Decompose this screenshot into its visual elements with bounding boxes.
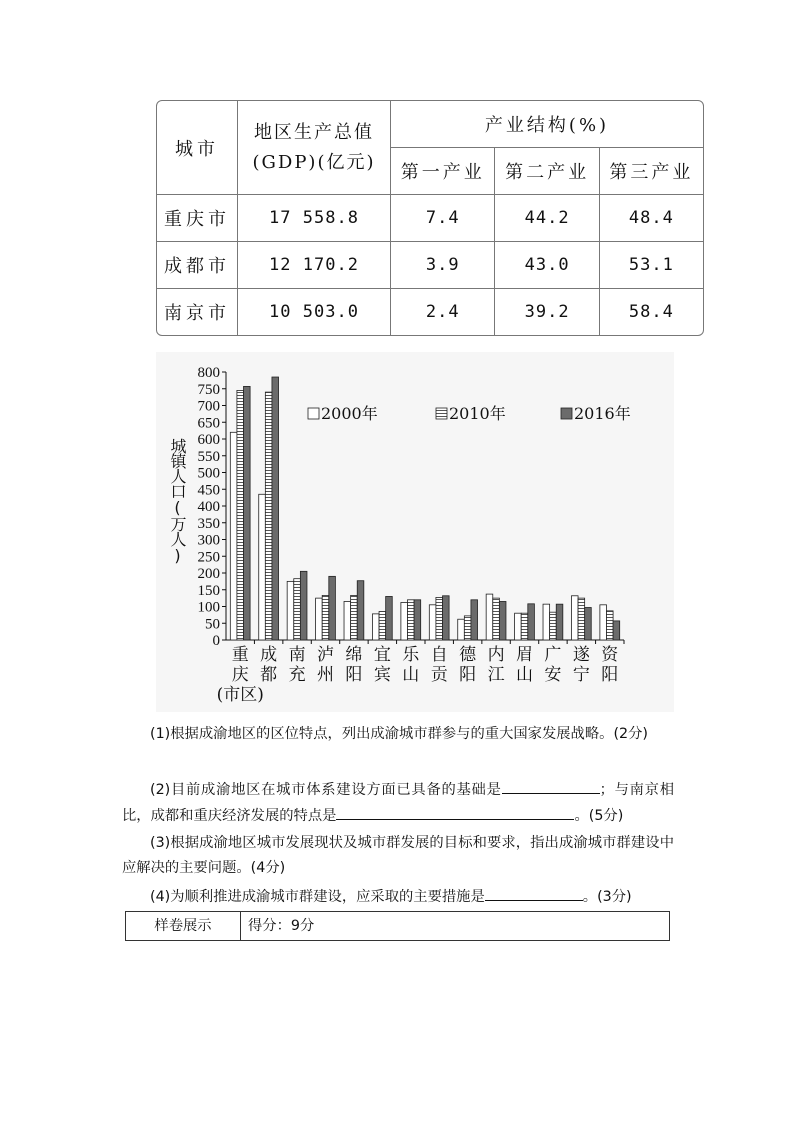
x-label-宜宾: 宜	[373, 645, 391, 665]
y-axis-label: 城镇人口(万人)	[168, 438, 187, 564]
cell-primary: 7.4	[391, 195, 495, 242]
question-3: (3)根据成渝地区城市发展现状及城市群发展的目标和要求，指出成渝城市群建设中应解决的主要问题。(4分)	[122, 835, 674, 876]
x-label-成都: 都	[260, 665, 278, 685]
bar-2010年-遂宁	[578, 598, 585, 640]
bar-2000年-自贡	[429, 605, 436, 640]
header-secondary: 第二产业	[495, 148, 599, 195]
bar-2016年-资阳	[613, 621, 620, 640]
question-4	[122, 884, 674, 910]
bar-2016年-遂宁	[585, 608, 592, 641]
x-label-内江: 江	[487, 665, 505, 685]
answer-blank-2a[interactable]	[502, 777, 600, 794]
bar-2016年-眉山	[528, 604, 535, 640]
y-tick-label: 500	[197, 465, 220, 482]
cell-secondary: 44.2	[495, 195, 599, 242]
bar-2000年-德阳	[458, 619, 465, 640]
x-label-绵阳: 阳	[345, 665, 363, 685]
question-2	[122, 777, 674, 829]
bar-2016年-绵阳	[357, 581, 364, 640]
legend-label-2000年: 2000年	[321, 404, 378, 423]
bar-2010年-绵阳	[351, 595, 358, 640]
question-2-part-b: ；与南京相比，成都和重庆经济发展的特点是	[122, 782, 675, 824]
x-label-遂宁: 宁	[572, 665, 590, 685]
x-label-重庆(市区): 庆	[231, 665, 249, 685]
y-tick-label: 250	[197, 549, 220, 566]
bar-2000年-遂宁	[571, 596, 578, 640]
x-label-南充: 南	[288, 645, 306, 665]
bar-2010年-德阳	[464, 616, 471, 640]
question-2-part-c: 。(5分)	[574, 808, 624, 824]
x-label-广安: 安	[544, 665, 562, 685]
cell-tertiary: 58.4	[628, 302, 674, 322]
y-tick-label: 100	[197, 599, 220, 616]
bar-2010年-重庆(市区)	[237, 390, 244, 640]
cell-gdp: 12 170.2	[238, 242, 391, 289]
bar-2000年-重庆(市区)	[230, 432, 237, 640]
bar-2010年-眉山	[521, 613, 528, 640]
question-4-part-a: (4)为顺利推进成渝城市群建设，应采取的主要措施是	[150, 889, 485, 905]
sample-score: 得分：9分	[248, 918, 315, 934]
cell-tertiary: 48.4	[600, 195, 703, 242]
bar-2010年-南充	[294, 579, 301, 640]
y-tick-label: 400	[197, 499, 220, 515]
bar-2000年-南充	[287, 581, 294, 640]
legend-label-2010年: 2010年	[449, 404, 506, 423]
y-tick-label: 0	[212, 633, 220, 649]
bar-2000年-乐山	[401, 602, 408, 640]
bar-2000年-成都	[259, 494, 266, 640]
cell-city: 成都市	[157, 242, 238, 289]
bar-2016年-自贡	[443, 596, 450, 640]
bar-2016年-成都	[272, 377, 279, 640]
legend-swatch-2016年	[561, 408, 572, 419]
table-row	[157, 195, 703, 242]
x-label-重庆(市区): 重	[231, 645, 249, 665]
y-tick-labels	[198, 365, 227, 649]
cell-gdp: 17 558.8	[238, 195, 391, 242]
bar-2016年-南充	[300, 571, 307, 640]
header-gdp	[238, 101, 391, 195]
bar-2016年-泸州	[329, 576, 336, 640]
bar-2010年-资阳	[606, 611, 613, 640]
question-1: (1)根据成渝地区的区位特点，列出成渝城市群参与的重大国家发展战略。(2分)	[150, 726, 648, 742]
y-tick-label: 150	[197, 582, 220, 599]
y-tick-label: 450	[197, 482, 220, 499]
legend-label-2016年: 2016年	[574, 404, 631, 423]
x-category-labels	[217, 645, 620, 705]
x-label-资阳: 资	[601, 645, 619, 665]
x-label-自贡: 自	[430, 645, 448, 665]
x-label-眉山: 山	[516, 665, 533, 685]
chart-legend	[308, 404, 631, 423]
cell-secondary: 39.2	[495, 289, 599, 335]
y-tick-label: 650	[197, 415, 220, 432]
legend-swatch-2000年	[308, 408, 319, 419]
x-label-资阳: 阳	[601, 665, 619, 685]
bar-2010年-广安	[550, 612, 557, 640]
gdp-industry-table	[156, 100, 704, 336]
bar-2010年-成都	[265, 392, 272, 640]
y-tick-label: 750	[197, 381, 220, 398]
legend-swatch-2010年	[436, 408, 447, 419]
sample-score-box	[125, 911, 670, 941]
bar-2010年-内江	[493, 598, 500, 640]
x-label-绵阳: 绵	[345, 645, 363, 665]
bar-2016年-宜宾	[386, 596, 393, 640]
x-label-乐山: 乐	[402, 645, 420, 665]
header-city: 城市	[157, 101, 238, 195]
x-label-成都: 成	[260, 645, 278, 665]
bar-2010年-自贡	[436, 597, 443, 640]
y-tick-label: 300	[197, 532, 220, 549]
chart-canvas	[156, 352, 674, 712]
bar-2016年-重庆(市区)	[244, 386, 251, 640]
bar-2016年-德阳	[471, 600, 478, 640]
cell-gdp: 10 503.0	[238, 289, 391, 335]
x-label-内江: 内	[487, 645, 505, 665]
x-label-德阳: 阳	[459, 665, 477, 685]
header-tertiary: 第三产业	[600, 148, 703, 195]
bar-2000年-内江	[486, 594, 493, 640]
x-label-宜宾: 宾	[373, 665, 391, 685]
bar-2000年-泸州	[316, 598, 323, 640]
x-label-自贡: 贡	[430, 665, 448, 685]
y-tick-label: 800	[197, 365, 220, 381]
x-label-泸州: 州	[317, 665, 334, 685]
cell-secondary: 43.0	[495, 242, 599, 289]
x-label-遂宁: 遂	[572, 645, 590, 665]
answer-blank-4[interactable]	[485, 884, 583, 901]
sample-label: 样卷展示	[126, 912, 241, 940]
bar-2000年-绵阳	[344, 601, 351, 640]
table-row	[157, 242, 703, 289]
bar-2016年-乐山	[414, 600, 421, 640]
x-label-乐山: 山	[402, 665, 420, 685]
bar-2000年-眉山	[515, 613, 522, 640]
cell-tertiary: 53.1	[600, 242, 703, 289]
header-gdp-line2: (GDP)(亿元)	[252, 151, 376, 173]
header-gdp-line1: 地区生产总值	[254, 121, 374, 143]
question-2-part-a: (2)目前成渝地区在城市体系建设方面已具备的基础是	[150, 782, 502, 798]
bar-2010年-宜宾	[379, 612, 386, 640]
y-tick-label: 700	[197, 398, 220, 415]
bar-2016年-内江	[499, 601, 506, 640]
cell-city: 重庆市	[157, 195, 238, 242]
x-label-眉山: 眉	[516, 645, 533, 665]
cell-city: 南京市	[157, 289, 238, 335]
bar-2010年-泸州	[322, 595, 329, 640]
bar-2016年-广安	[556, 604, 563, 640]
header-industry-structure: 产业结构(%)	[391, 101, 703, 148]
y-tick-label: 50	[205, 616, 220, 633]
bar-2000年-资阳	[600, 605, 607, 640]
bar-2000年-宜宾	[372, 614, 379, 640]
y-tick-label: 350	[197, 515, 220, 532]
table-row	[157, 289, 703, 335]
x-label-泸州: 泸	[317, 645, 334, 665]
bar-2000年-广安	[543, 604, 550, 640]
header-primary: 第一产业	[391, 148, 495, 195]
question-4-part-b: 。(3分)	[582, 889, 632, 905]
bar-2010年-乐山	[407, 600, 414, 640]
x-label-重庆(市区): (市区)	[216, 685, 264, 705]
x-label-南充: 充	[288, 665, 306, 685]
answer-blank-2b[interactable]	[336, 803, 574, 820]
x-label-德阳: 德	[459, 645, 477, 665]
cell-primary: 3.9	[391, 242, 495, 289]
cell-primary: 2.4	[391, 289, 495, 335]
x-label-广安: 广	[544, 645, 562, 665]
urban-population-chart	[156, 352, 674, 712]
y-tick-label: 600	[197, 432, 220, 448]
y-tick-label: 200	[197, 566, 220, 582]
y-tick-label: 550	[197, 448, 220, 465]
